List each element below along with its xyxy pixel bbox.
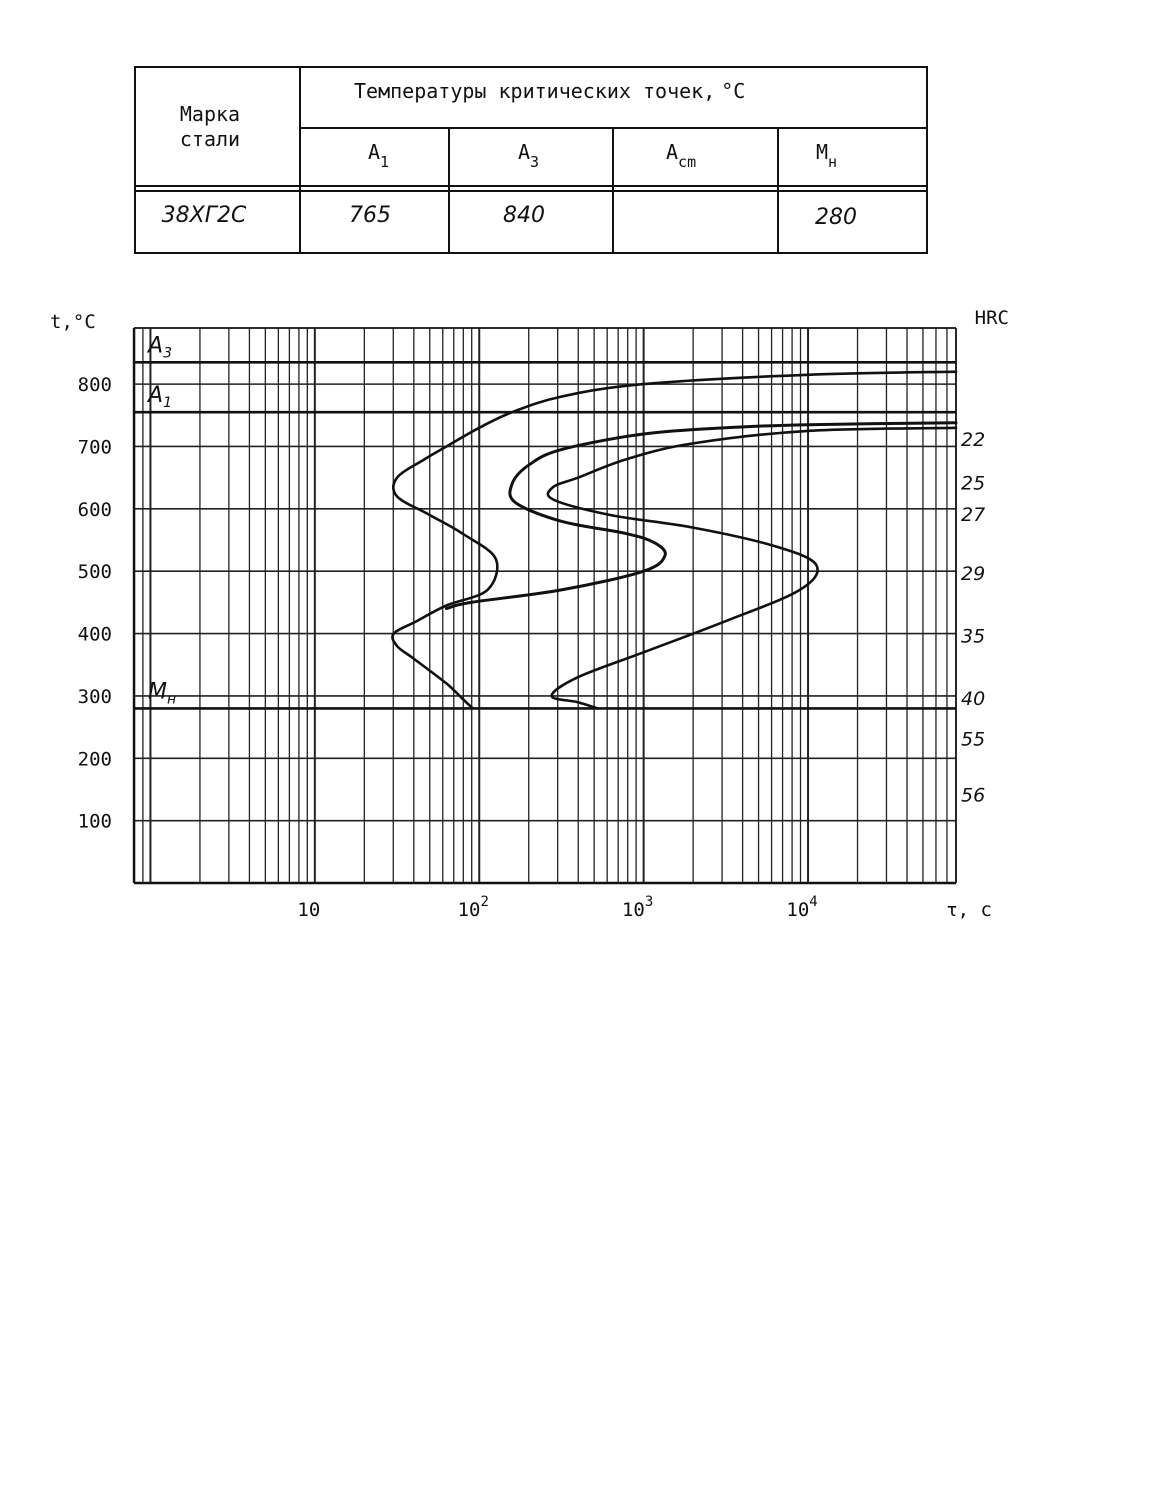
x-tick-label: $10^3$	[621, 894, 654, 921]
cell-mn: 280	[815, 205, 857, 230]
y-tick-label: 600	[77, 498, 112, 521]
x-tick-label: $10^4$	[786, 894, 818, 921]
col-header-mn: $M_н$	[816, 140, 838, 171]
y-tick-label: 800	[77, 374, 112, 397]
transformation-curve	[446, 423, 956, 609]
hrc-label: 27	[961, 503, 986, 526]
right-axis-title: HRC	[974, 307, 1009, 329]
col-header-a3: $A_3$	[518, 140, 540, 171]
transformation-curve	[548, 428, 956, 709]
y-axis-title: t,°C	[50, 311, 96, 333]
cell-grade: 38ХГ2С	[161, 203, 247, 228]
cell-a3: 840	[503, 203, 545, 228]
critical-line-label: $A_1$	[148, 383, 172, 412]
y-tick-label: 200	[77, 748, 112, 771]
x-tick-label: 10	[297, 899, 321, 921]
cell-a1: 765	[349, 203, 391, 228]
hrc-label: 25	[961, 472, 986, 495]
critical-line-label: $M_н$	[148, 679, 177, 708]
y-tick-label: 700	[77, 436, 112, 459]
temps-header: Температуры критических точек, °C	[354, 79, 746, 103]
hrc-label: 22	[961, 429, 986, 451]
transformation-curve	[392, 372, 956, 709]
hrc-label: 35	[961, 625, 986, 648]
y-tick-label: 400	[77, 623, 112, 646]
hrc-label: 40	[961, 687, 986, 710]
x-axis-title: τ, c	[946, 899, 992, 921]
hrc-label: 29	[961, 563, 986, 586]
y-tick-label: 500	[77, 561, 112, 584]
transformation-curves	[392, 372, 956, 709]
col-header-a1: $A_1$	[368, 140, 390, 171]
critical-line-label: $A_3$	[148, 333, 172, 362]
critical-lines	[134, 362, 956, 708]
hrc-label: 56	[961, 784, 986, 807]
grade-header-line1: Марка	[179, 102, 241, 126]
col-header-acm: $A_{cm}$	[666, 140, 697, 171]
chart-labels	[50, 307, 1009, 921]
y-tick-label: 100	[77, 810, 112, 833]
grade-header-line2: стали	[179, 127, 241, 151]
y-tick-label: 300	[77, 685, 112, 708]
hrc-label: 55	[961, 728, 986, 751]
x-tick-label: $10^2$	[457, 894, 489, 921]
